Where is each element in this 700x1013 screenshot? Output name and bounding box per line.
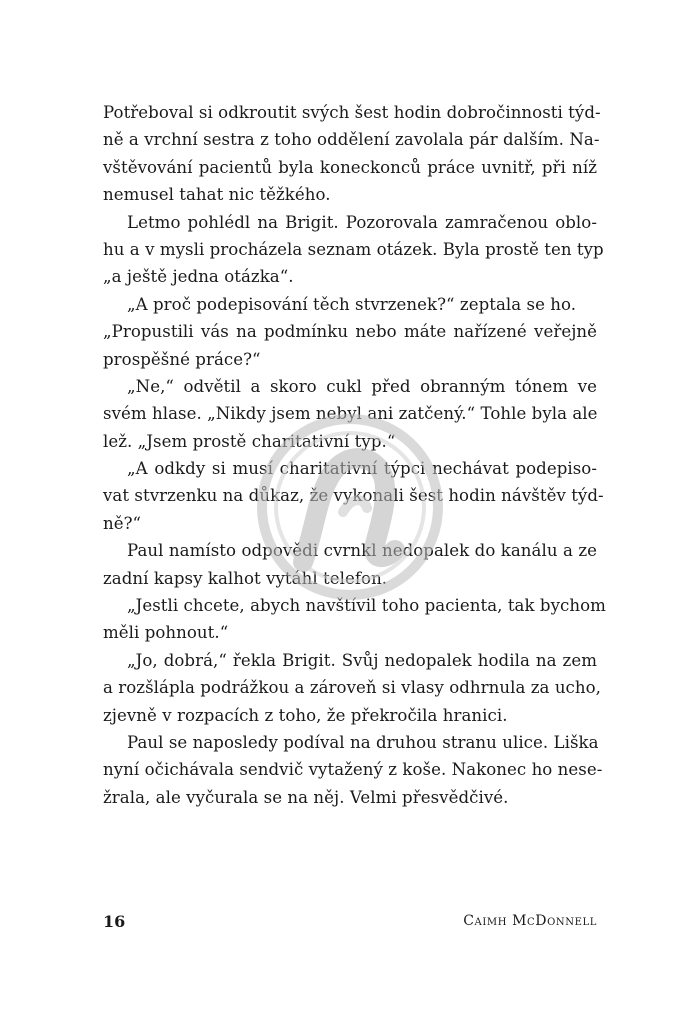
text-line: zjevně v rozpacích z toho, že překročila hranici.: [103, 705, 508, 725]
text-line: lež. „Jsem prostě charitativní typ.“: [103, 431, 396, 451]
text-line: žrala, ale vyčurala se na něj. Velmi přesvědčivé.: [103, 787, 509, 807]
text-line: zadní kapsy kalhot vytáhl telefon.: [103, 568, 388, 588]
text-line: „Propustili vás na podmínku nebo máte nařízené veřejně: [103, 322, 597, 342]
text-line: vštěvování pacientů byla koneckonců práce uvnitř, při níž: [103, 157, 597, 177]
text-line: Paul namísto odpovědi cvrnkl nedopalek do kanálu a ze: [127, 541, 597, 561]
text-line: „A odkdy si musí charitativní týpci nechávat podepiso-: [127, 459, 597, 479]
text-line: „Jo, dobrá,“ řekla Brigit. Svůj nedopalek hodila na zem: [127, 650, 597, 670]
text-line: ně a vrchní sestra z toho oddělení zavolala pár dalším. Na-: [103, 130, 600, 150]
text-line: „a ještě jedna otázka“.: [103, 267, 294, 287]
text-line: Paul se naposledy podíval na druhou stranu ulice. Liška: [127, 732, 599, 752]
running-header-author: Caimh McDonnell: [463, 913, 597, 929]
text-line: hu a v mysli procházela seznam otázek. Byla prostě ten typ: [103, 239, 604, 259]
text-line: měli pohnout.“: [103, 623, 229, 643]
text-line: Letmo pohlédl na Brigit. Pozorovala zamračenou oblo-: [127, 212, 597, 232]
text-line: „Ne,“ odvětil a skoro cukl před obranným tónem ve: [127, 376, 597, 396]
text-line: a rozšlápla podrážkou a zároveň si vlasy odhrnula za ucho,: [103, 678, 601, 698]
text-line: ně?“: [103, 513, 142, 533]
watermark-logo-icon: [255, 412, 445, 602]
text-line: Potřeboval si odkroutit svých šest hodin dobročinnosti týd-: [103, 103, 601, 122]
text-line: vat stvrzenku na důkaz, že vykonali šest hodin návštěv týd-: [103, 486, 604, 506]
text-line: svém hlase. „Nikdy jsem nebyl ani zatčený.“ Tohle byla ale: [103, 404, 598, 424]
text-line: „A proč podepisování těch stvrzenek?“ zeptala se ho.: [127, 294, 577, 314]
text-line: nemusel tahat nic těžkého.: [103, 185, 331, 205]
text-line: „Jestli chcete, abych navštívil toho pacienta, tak bychom: [127, 596, 606, 616]
text-line: prospěšné práce?“: [103, 349, 261, 369]
text-line: nyní očichávala sendvič vytažený z koše. Nakonec ho nese-: [103, 760, 603, 780]
page-number: 16: [103, 912, 126, 931]
